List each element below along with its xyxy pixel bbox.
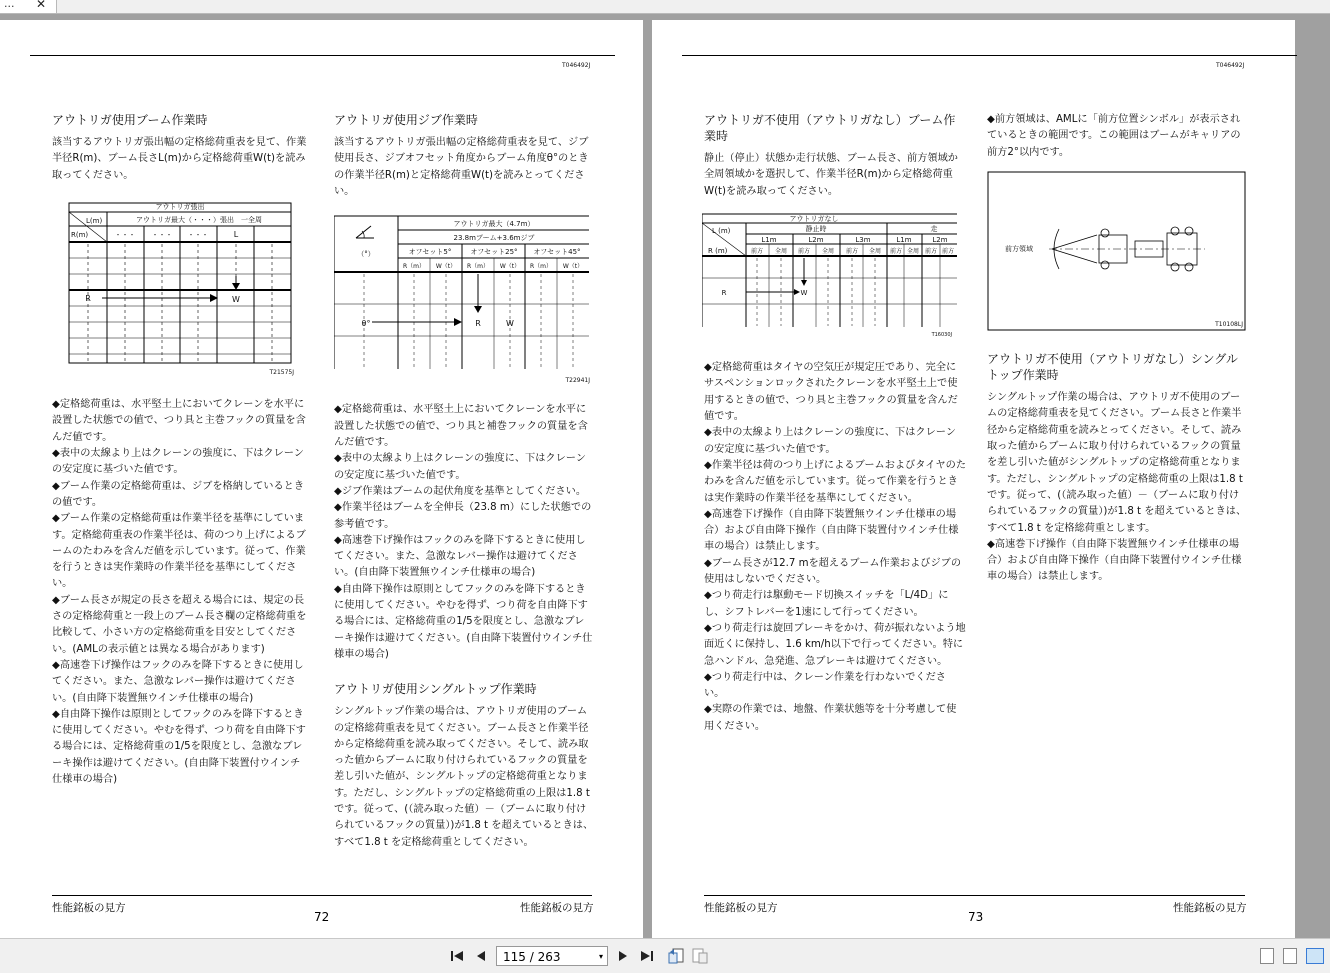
figure-front-area bbox=[987, 171, 1247, 339]
page-number-select[interactable] bbox=[496, 946, 608, 966]
section-intro: 静止（停止）状態か走行状態、ブーム長さ、前方領域か全周領域かを選択して、作業半径R(m)から定格総荷重W(t)を読み取ってください。 bbox=[704, 153, 958, 197]
jib-load-chart-diagram bbox=[334, 214, 592, 386]
section-heading: アウトリガ不使用（アウトリガなし）シングルトップ作業時 bbox=[987, 352, 1238, 383]
doc-code: T046492J bbox=[562, 62, 591, 69]
fig3-front: 前方 bbox=[750, 247, 764, 255]
fig3-front: 前方 bbox=[924, 247, 938, 255]
fig1-lm: L(m) bbox=[86, 216, 103, 225]
last-page-icon[interactable] bbox=[640, 949, 654, 963]
fig1-title: アウトリガ張出 bbox=[155, 202, 205, 211]
footer-title-left: 性能銘板の見方 bbox=[52, 902, 126, 914]
fig1-r: R bbox=[85, 293, 91, 303]
fig2-r: R（m） bbox=[402, 263, 426, 271]
note-item: ◆自由降下操作は原則としてフックのみを降下するときに使用してください。やむを得ず、つり荷を自由降下する場合には、定格総荷重の1/5を限度とし、急激なブレーキ操作は避けてください。(自由降下装置付ウインチ仕様車の場合) bbox=[52, 708, 306, 786]
forward-history-icon[interactable] bbox=[692, 948, 708, 964]
note-item: ◆表中の太線より上はクレーンの強度に、下はクレーンの安定度に基づいた値です。 bbox=[334, 453, 586, 481]
fig1-dots: ・・・ bbox=[187, 230, 209, 239]
footer-rule bbox=[52, 895, 592, 896]
page-number: 72 bbox=[314, 910, 330, 924]
note-item: ◆ブーム長さが規定の長さを超える場合には、規定の長さの定格総荷重と一段上のブーム長さ欄の定格総荷重を比較して、小さい方の定格総荷重を目安としてください。(AMLの表示値とは異なる場合があります) bbox=[52, 594, 307, 655]
fig3-label: T16030J bbox=[931, 331, 952, 338]
right-column-2 bbox=[987, 112, 1247, 586]
fig2-r: R（m） bbox=[466, 263, 490, 271]
header-rule bbox=[682, 55, 1297, 56]
footer-rule bbox=[704, 895, 1245, 896]
fig2-w: W（t） bbox=[435, 263, 457, 271]
note-item: ◆つり荷走行中は、クレーン作業を行わないでください。 bbox=[704, 671, 946, 700]
section-heading: アウトリガ使用ジブ作業時 bbox=[334, 113, 478, 127]
fig4-label: T10108LJ bbox=[1215, 320, 1243, 328]
page-number: 73 bbox=[968, 910, 984, 924]
navigation-toolbar bbox=[0, 938, 1330, 973]
fig3-l3: L3m bbox=[855, 235, 871, 244]
section-body: シングルトップ作業の場合は、アウトリガ不使用のブームの定格総荷重表を見てください。ブーム長さと作業半径から定格総荷重を読みとってください。そして、読み取った値からブームに取り付けられているフックの質量を差し引いた値がシングルトップの定格総荷重となります。ただし、シングルトップの定格総荷重の上限は1.8 t です。従って、(（読み取った値）－（ブームに取り付けられているフックの質量）)が1.8 t を超えているときは、すべて1.8 t を定格総荷重とします。 bbox=[987, 392, 1247, 534]
note-item: ◆高速巻下げ操作はフックのみを降下するときに使用してください。また、急激なレバー操作は避けてください。(自由降下装置無ウインチ仕様車の場合) bbox=[52, 659, 304, 704]
note-item: ◆ジブ作業はブームの起伏角度を基準としてください。 bbox=[334, 485, 587, 497]
fig1-w: W bbox=[232, 294, 240, 304]
figure-no-outrigger bbox=[702, 212, 966, 348]
fig3-l1: L1m bbox=[896, 235, 912, 244]
section-intro: ◆前方領域は、AMLに「前方位置シンボル」が表示されているときの範囲です。この範囲はブームがキャリアの前方2°以内です。 bbox=[987, 114, 1241, 158]
footer-title-left: 性能銘板の見方 bbox=[704, 902, 778, 914]
note-item: ◆ブーム作業の定格総荷重は作業半径を基準にしています。定格総荷重表の作業半径は、荷のつり上げによるブームのたわみを含んだ値を示しています。従って、作業を行うときは実作業時の作業半径を基準にしてください。 bbox=[52, 513, 306, 590]
fig2-deg: （°） bbox=[357, 250, 375, 259]
first-page-icon[interactable] bbox=[450, 949, 464, 963]
tab-bar bbox=[0, 0, 1330, 14]
tab-label: ... bbox=[4, 0, 15, 10]
fig2-w: W（t） bbox=[499, 263, 521, 271]
chevron-down-icon: ▾ bbox=[598, 952, 603, 961]
left-column-1 bbox=[52, 112, 310, 788]
load-chart-diagram bbox=[52, 196, 297, 379]
back-history-icon[interactable] bbox=[668, 948, 684, 964]
two-page-view-icon[interactable] bbox=[1306, 948, 1324, 964]
note-item: ◆表中の太線より上はクレーンの強度に、下はクレーンの安定度に基づいた値です。 bbox=[704, 427, 956, 455]
no-outrigger-chart-diagram bbox=[702, 212, 960, 342]
single-page-view-icon[interactable] bbox=[1260, 948, 1274, 964]
next-page-icon[interactable] bbox=[616, 949, 630, 963]
fig3-rm: R (m) bbox=[708, 246, 728, 255]
notes-list bbox=[334, 402, 594, 663]
note-item: ◆高速巻下げ操作（自由降下装置無ウインチ仕様車の場合）および自由降下操作（自由降下装置付ウインチ仕様車の場合）は禁止します。 bbox=[704, 508, 959, 553]
close-icon[interactable]: ✕ bbox=[36, 0, 47, 11]
right-column-1 bbox=[704, 112, 966, 735]
note-item: ◆作業半径は荷のつり上げによるブームおよびタイヤのたわみを含んだ値を示しています。従って作業を行うときは実作業時の作業半径を基準にしてください。 bbox=[704, 459, 967, 504]
section-heading: アウトリガ使用ブーム作業時 bbox=[52, 113, 208, 127]
note-item: ◆定格総荷重は、水平堅土上においてクレーンを水平に設置した状態での値で、つり具と補巻フックの質量を含んだ値です。 bbox=[334, 404, 588, 449]
fig2-offset-25: オフセット25° bbox=[470, 248, 518, 257]
page-indicator: 115 / 263 bbox=[503, 950, 561, 964]
section-heading: アウトリガ使用シングルトップ作業時 bbox=[334, 682, 537, 697]
footer-title-right: 性能銘板の見方 bbox=[520, 902, 594, 914]
fig2-sub: 23.8mブーム+3.6mジブ bbox=[453, 234, 535, 243]
fig3-title: アウトリガなし bbox=[789, 214, 839, 223]
section-intro: 該当するアウトリガ張出幅の定格総荷重表を見て、作業半径R(m)、ブーム長さL(m)から定格総荷重W(t)を読み取ってください。 bbox=[52, 137, 307, 181]
front-area-diagram bbox=[987, 171, 1247, 333]
fig2-w: W（t） bbox=[562, 263, 584, 271]
section-body: シングルトップ作業の場合は、アウトリガ使用のブームの定格総荷重表を見てください。ブーム長さと作業半径から定格総荷重を読み取ってください。そして、読み取った値からブームに取り付けられているフックの質量を差し引いた値が、シングルトップの定格総荷重となります。ただし、シングルトップの定格総荷重の上限は1.8 t です。従って、(（読み取った値）－（ブームに取り付けられているフックの質量）)が1.8 t を超えているときは、すべて1.8 t を定格総荷重としてください。 bbox=[334, 706, 594, 848]
fig1-rm: R(m) bbox=[71, 230, 89, 239]
fig2-r-val: R bbox=[475, 319, 481, 329]
fig3-front: 前方 bbox=[845, 247, 859, 255]
fig3-l2: L2m bbox=[932, 235, 948, 244]
section-intro: 該当するアウトリガ張出幅の定格総荷重表を見て、ジブ使用長さ、ジブオフセット角度からブーム角度θ°のときの作業半径R(m)と定格総荷重W(t)を読みとってください。 bbox=[334, 137, 589, 197]
page-72 bbox=[0, 20, 643, 938]
fig2-label: T22941J bbox=[565, 377, 590, 385]
figure-outrigger-jib bbox=[334, 214, 594, 392]
notes-list bbox=[52, 397, 310, 788]
notes-list bbox=[704, 360, 966, 735]
document-viewer[interactable] bbox=[0, 14, 1330, 938]
fig3-w: W bbox=[800, 288, 808, 297]
fig3-run: 走 bbox=[930, 224, 938, 233]
fig3-all: 全周 bbox=[868, 247, 882, 255]
fig3-static: 静止時 bbox=[805, 224, 827, 233]
fig3-l2: L2m bbox=[808, 235, 824, 244]
fig1-subheader: アウトリガ最大（・・・）張出 一全周 bbox=[136, 215, 262, 224]
fig2-theta: θ° bbox=[361, 319, 371, 329]
note-item: ◆つり荷走行は旋回ブレーキをかけ、荷が振れないよう地面近くに保持し、1.6 km/h以下で行ってください。特に急ハンドル、急発進、急ブレーキは避けてください。 bbox=[704, 622, 966, 667]
fig2-offset-45: オフセット45° bbox=[533, 248, 581, 257]
fig2-w-val: W bbox=[506, 319, 514, 329]
left-column-2 bbox=[334, 112, 594, 851]
fig3-front: 前方 bbox=[941, 247, 955, 255]
section-heading: アウトリガ不使用（アウトリガなし）ブーム作業時 bbox=[704, 113, 956, 143]
fig3-front: 前方 bbox=[797, 247, 811, 255]
fig3-all: 全周 bbox=[906, 247, 920, 255]
footer-title-right: 性能銘板の見方 bbox=[1173, 902, 1247, 914]
note-item: ◆ブーム長さが12.7 mを超えるブーム作業およびジブの使用はしないでください。 bbox=[704, 557, 962, 586]
fig2-r: R（m） bbox=[529, 263, 553, 271]
figure-outrigger-boom bbox=[52, 196, 310, 385]
fig1-l: L bbox=[233, 229, 239, 239]
continuous-view-icon[interactable] bbox=[1283, 948, 1297, 964]
page-73 bbox=[652, 20, 1295, 938]
doc-code: T046492J bbox=[1216, 62, 1245, 69]
fig1-dots: ・・・ bbox=[151, 230, 173, 239]
note-item: ◆作業半径はブームを全伸長（23.8 m）にした状態での参考値です。 bbox=[334, 502, 592, 530]
note-item: ◆定格総荷重はタイヤの空気圧が規定圧であり、完全にサスペンションロックされたクレーンを水平堅土上で使用するときの値で、つり具と主巻フックの質量を含んだ値です。 bbox=[704, 362, 958, 423]
fig3-all: 全周 bbox=[821, 247, 835, 255]
fig2-title: アウトリガ最大（4.7m） bbox=[453, 220, 535, 229]
header-rule bbox=[30, 55, 615, 56]
fig4-area: 前方領域 bbox=[1005, 244, 1033, 253]
note-item: ◆高速巻下げ操作はフックのみを降下するときに使用してください。また、急激なレバー操作は避けてください。(自由降下装置無ウインチ仕様車の場合) bbox=[334, 534, 586, 579]
fig3-l1: L1m bbox=[761, 235, 777, 244]
note-item: ◆実際の作業では、地盤、作業状態等を十分考慮して使用ください。 bbox=[704, 704, 957, 732]
note-item: ◆定格総荷重は、水平堅土上においてクレーンを水平に設置した状態での値で、つり具と主巻フックの質量を含んだ値です。 bbox=[52, 399, 306, 443]
fig1-label: T21575J bbox=[269, 368, 294, 376]
fig3-front: 前方 bbox=[889, 247, 903, 255]
note-item: ◆表中の太線より上はクレーンの強度に、下はクレーンの安定度に基づいた値です。 bbox=[52, 448, 304, 476]
fig3-r: R bbox=[721, 288, 727, 297]
fig2-offset-5: オフセット5° bbox=[408, 248, 452, 257]
document-tab[interactable] bbox=[0, 0, 57, 13]
note-item: ◆自由降下操作は原則としてフックのみを降下するときに使用してください。やむを得ず、つり荷を自由降下する場合には、定格総荷重の1/5を限度とし、急激なブレーキ操作は避けてください。(自由降下装置付ウインチ仕様車の場合) bbox=[334, 583, 593, 660]
fig1-dots: ・・・ bbox=[114, 230, 136, 239]
fig3-lm: L (m) bbox=[712, 226, 731, 235]
note-item: ◆ブーム作業の定格総荷重は、ジブを格納しているときの値です。 bbox=[52, 480, 305, 508]
note-item: ◆つり荷走行は駆動モード切換スイッチを「L/4D」にし、シフトレバーを1速にして行ってください。 bbox=[704, 590, 949, 618]
previous-page-icon[interactable] bbox=[474, 949, 488, 963]
note-item: ◆高速巻下げ操作（自由降下装置無ウインチ仕様車の場合）および自由降下操作（自由降下装置付ウインチ仕様車の場合）は禁止します。 bbox=[987, 538, 1242, 583]
fig3-all: 全周 bbox=[774, 247, 788, 255]
